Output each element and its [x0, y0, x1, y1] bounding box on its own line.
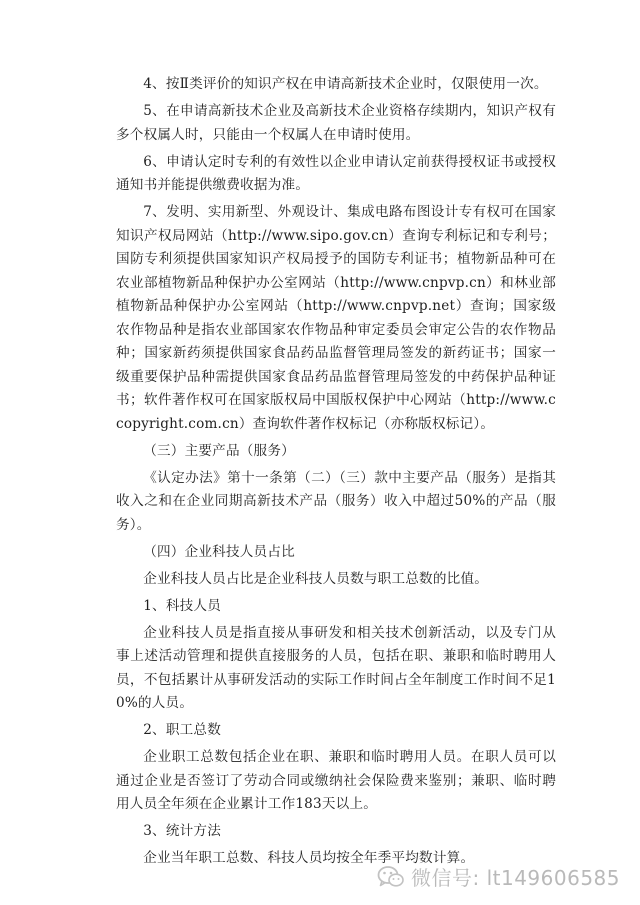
paragraph-item-6: 6、申请认定时专利的有效性以企业申请认定前获得授权证书或授权通知书并能提供缴费收据为准。: [116, 153, 556, 193]
paragraph-main-products: 《认定办法》第十一条第（二）（三）款中主要产品（服务）是指其收入之和在企业同期高新技术产品（服务）收入中超过50%的产品（服务）。: [116, 469, 556, 533]
paragraph-staff-ratio: 企业科技人员占比是企业科技人员数与职工总数的比值。: [143, 570, 489, 587]
section-heading-staff-ratio: （四）企业科技人员占比: [143, 543, 295, 560]
paragraph-item-4: 4、按Ⅱ类评价的知识产权在申请高新技术企业时，仅限使用一次。: [143, 76, 548, 92]
watermark-text: 微信号: lt149606585: [410, 866, 620, 890]
paragraph-total-staff: 企业职工总数包括企业在职、兼职和临时聘用人员。在职人员可以通过企业是否签订了劳动合同或缴纳社会保险费来鉴别；兼职、临时聘用人员全年须在企业累计工作183天以上。: [116, 749, 556, 812]
paragraph-item-7: 7、发明、实用新型、外观设计、集成电路布图设计专有权可在国家知识产权局网站（http://www.sipo.gov.cn）查询专利标记和专利号；国防专利须提供国家知识产权局授予的国防专利证书；植物新品种可在农业部植物新品种保护办公室网站（http://www.cnpvp.cn）和林业部植物新品种保护办公室网站（http://www.cnpvp.net）查询；国家级农作物品种是指农业部国家农作物品种审定委员会审定公告的农作物品种；国家新药须提供国家食品药品监督管理局签发的新药证书；国家一级重要保护品种需提供国家食品药品监督管理局签发的中药保护品种证书；软件著作权可在国家版权局中国版权保护中心网站（http://www.ccopyright.com.cn）查询软件著作权标记（亦称版权标记）。: [116, 204, 556, 432]
wechat-icon: [377, 865, 405, 889]
document-body: [116, 73, 556, 874]
subheading-tech-staff: 1、科技人员: [143, 597, 222, 614]
section-heading-main-products: （三）主要产品（服务）: [143, 442, 295, 459]
paragraph-tech-staff: 企业科技人员是指直接从事研发和相关技术创新活动，以及专门从事上述活动管理和提供直接服务的人员，包括在职、兼职和临时聘用人员，不包括累计从事研发活动的实际工作时间占全年制度工作时间不足10%的人员。: [116, 624, 556, 711]
subheading-statistics-method: 3、统计方法: [143, 823, 222, 839]
wechat-watermark: [377, 862, 620, 891]
paragraph-item-5: 5、在申请高新技术企业及高新技术企业资格存续期内，知识产权有多个权属人时，只能由一个权属人在申请时使用。: [116, 103, 556, 143]
subheading-total-staff: 2、职工总数: [143, 722, 222, 738]
paragraph-statistics-method: 企业当年职工总数、科技人员均按全年季平均数计算。: [143, 850, 475, 866]
